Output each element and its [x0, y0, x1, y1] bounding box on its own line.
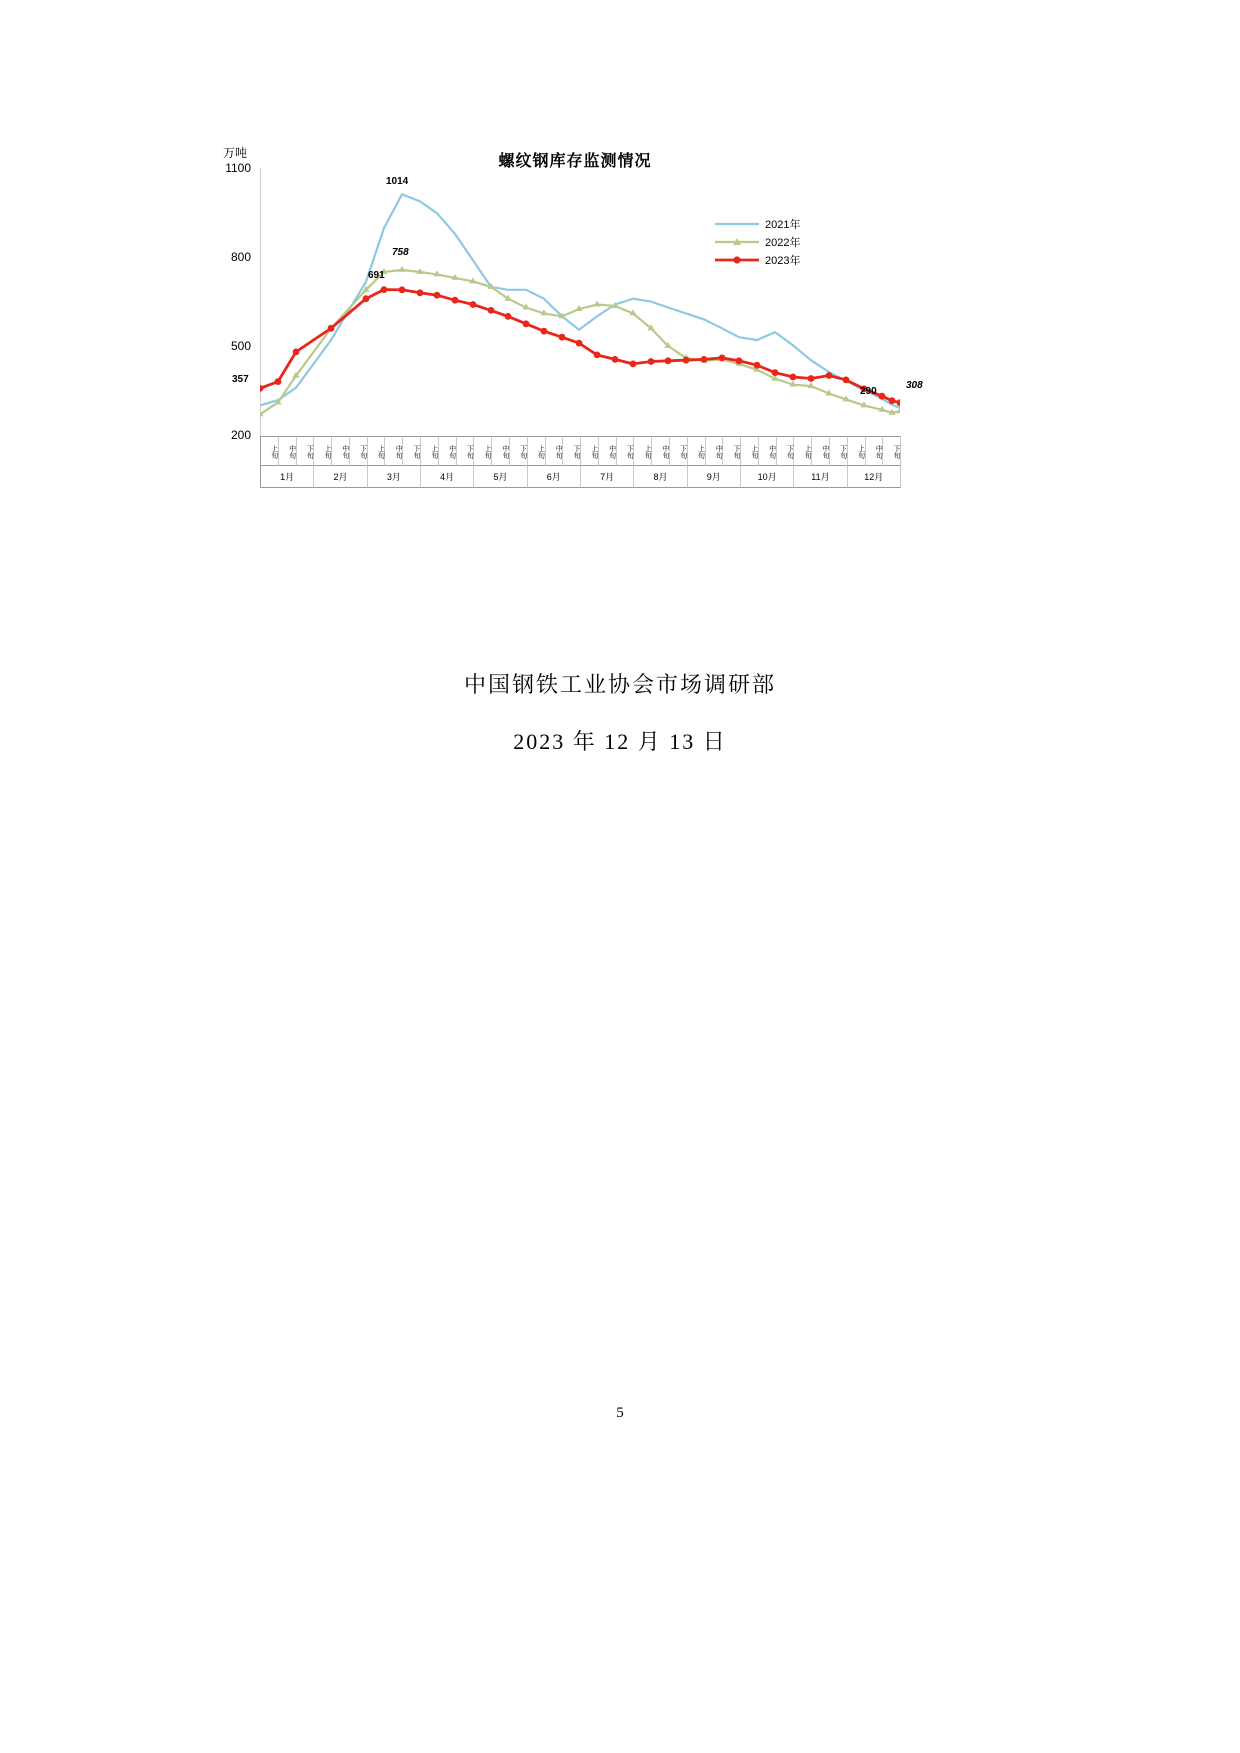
series-markers-2023	[260, 286, 900, 406]
y-tick-200: 200	[230, 428, 251, 442]
data-label-357: 357	[232, 374, 249, 385]
x-tick-cell: 上旬	[688, 436, 706, 466]
x-tick-cell: 上旬	[474, 436, 492, 466]
x-month-label: 1月	[261, 466, 314, 488]
x-tick-cell: 上旬	[794, 436, 812, 466]
data-label-758: 758	[392, 247, 409, 258]
x-tick-cell: 下旬	[670, 436, 688, 466]
legend-item-2022[interactable]	[715, 233, 845, 251]
x-tick-cell: 上旬	[421, 436, 439, 466]
y-axis-unit-label: 万吨	[223, 146, 248, 160]
x-tick-cell: 中旬	[599, 436, 617, 466]
x-tick-cell: 中旬	[546, 436, 564, 466]
x-month-label: 2月	[314, 466, 367, 488]
legend-swatch-2021-icon	[715, 218, 759, 230]
x-tick-cell: 中旬	[332, 436, 350, 466]
x-tick-cell: 下旬	[830, 436, 848, 466]
x-month-label: 4月	[421, 466, 474, 488]
x-month-label: 8月	[634, 466, 687, 488]
x-month-label: 6月	[528, 466, 581, 488]
chart-title: 螺纹钢库存监测情况	[498, 153, 652, 170]
x-tick-cell: 下旬	[403, 436, 421, 466]
x-axis-month-cells	[261, 466, 901, 488]
x-tick-cell: 下旬	[777, 436, 795, 466]
data-label-691: 691	[368, 270, 385, 281]
x-tick-cell: 中旬	[492, 436, 510, 466]
x-month-label: 10月	[741, 466, 794, 488]
x-tick-cell: 上旬	[741, 436, 759, 466]
signature-organization: 中国钢铁工业协会市场调研部	[463, 672, 776, 697]
legend-swatch-2023-icon	[715, 254, 759, 266]
x-tick-cell: 中旬	[866, 436, 884, 466]
x-tick-cell: 中旬	[385, 436, 403, 466]
legend-label-2023: 2023年	[765, 255, 801, 267]
x-tick-cell: 上旬	[368, 436, 386, 466]
chart-svg	[260, 168, 900, 436]
x-tick-cell: 下旬	[510, 436, 528, 466]
page-number: 5	[616, 1405, 624, 1421]
x-tick-cell: 中旬	[706, 436, 724, 466]
x-tick-cell: 中旬	[812, 436, 830, 466]
legend-label-2022: 2022年	[765, 237, 801, 249]
legend-swatch-2022-icon	[715, 236, 759, 248]
x-tick-cell: 下旬	[457, 436, 475, 466]
x-tick-cell: 下旬	[563, 436, 581, 466]
x-tick-cell: 上旬	[581, 436, 599, 466]
x-tick-cell: 下旬	[617, 436, 635, 466]
y-tick-800: 800	[230, 250, 251, 264]
x-tick-cell: 中旬	[652, 436, 670, 466]
x-month-label: 5月	[474, 466, 527, 488]
x-month-label: 3月	[368, 466, 421, 488]
x-month-label: 9月	[688, 466, 741, 488]
x-tick-cell: 上旬	[634, 436, 652, 466]
legend-item-2021[interactable]	[715, 215, 845, 233]
data-label-1014: 1014	[386, 176, 409, 187]
data-label-290: 290	[860, 386, 877, 397]
x-month-label: 7月	[581, 466, 634, 488]
signature-date: 2023 年 12 月 13 日	[513, 729, 727, 754]
y-tick-1100: 1100	[225, 161, 251, 175]
y-axis-tick-labels	[215, 161, 257, 442]
x-tick-cell: 下旬	[723, 436, 741, 466]
x-tick-cell: 上旬	[261, 436, 279, 466]
x-tick-cell: 上旬	[314, 436, 332, 466]
x-tick-cell: 上旬	[848, 436, 866, 466]
data-label-308: 308	[906, 380, 923, 391]
x-month-label: 12月	[848, 466, 901, 488]
x-axis-tick-cells	[261, 436, 901, 466]
x-axis-band	[260, 436, 901, 488]
chart-legend	[715, 215, 845, 269]
x-tick-cell: 下旬	[883, 436, 901, 466]
x-month-label: 11月	[794, 466, 847, 488]
x-tick-cell: 中旬	[439, 436, 457, 466]
x-tick-cell: 下旬	[297, 436, 315, 466]
x-tick-cell: 上旬	[528, 436, 546, 466]
y-tick-500: 500	[230, 339, 251, 353]
x-tick-cell: 中旬	[279, 436, 297, 466]
legend-item-2023[interactable]	[715, 251, 845, 269]
x-tick-cell: 中旬	[759, 436, 777, 466]
chart-container	[215, 130, 935, 490]
legend-label-2021: 2021年	[765, 219, 801, 231]
x-tick-cell: 下旬	[350, 436, 368, 466]
